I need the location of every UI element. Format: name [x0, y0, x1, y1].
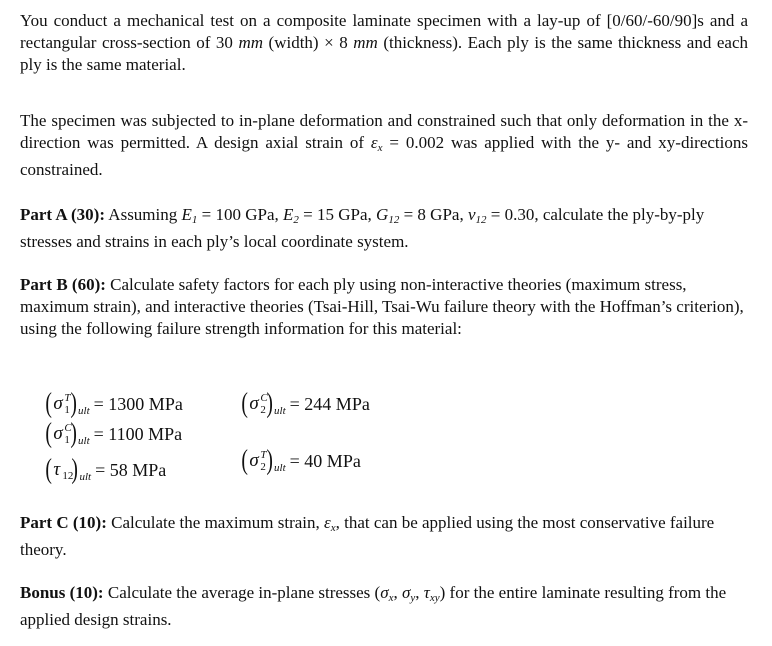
strength-symbol [53, 392, 71, 416]
strain-symbol: ε [324, 513, 331, 532]
e1-symbol: E [181, 205, 192, 224]
ult-subscript: ult [274, 462, 286, 474]
strength-subscript: 1 [64, 404, 70, 416]
strength-subscript: 12 [62, 470, 74, 482]
strength-symbol [53, 459, 74, 482]
intro-text-a: You conduct a mechanical test on a composite laminate specimen with a lay-up of [0/60/-60/90]s and a rectangular cross-section of 30 [20, 11, 748, 52]
strength-subscript: 2 [260, 461, 266, 473]
ult-subscript: ult [78, 405, 90, 417]
strength-subscript: 2 [260, 404, 266, 416]
strain-symbol: ε [370, 133, 378, 152]
e2-symbol: E [283, 205, 294, 224]
strength-symbol-char: σ [53, 423, 63, 444]
strength-tau12-shear [44, 456, 166, 484]
nu12-subscript: 12 [475, 214, 487, 226]
tau-xy-symbol: τ [423, 583, 430, 602]
g12-symbol: G [376, 205, 389, 224]
nu12-symbol: ν [467, 205, 476, 224]
part-a-text-e: = 0.30, calculate the ply-by-ply stresses and strains in each ply’s local coordinate system. [20, 205, 705, 251]
sigma-x-symbol: σ [380, 583, 389, 602]
deformation-text-b: = 0.002 was applied with the y- and xy-directions constrained. [20, 133, 748, 179]
paren-open: ( [45, 418, 52, 449]
g12-subscript: 12 [388, 214, 400, 226]
deformation-paragraph [20, 110, 748, 181]
strength-value: = 40 MPa [289, 450, 361, 471]
strength-value: = 1100 MPa [93, 423, 183, 444]
strength-symbol [53, 422, 72, 446]
part-a-paragraph [20, 204, 748, 253]
sigma-x-subscript: x [388, 592, 394, 604]
intro-text-b: (width) × 8 [263, 33, 354, 52]
part-a-text-d: = 8 GPa, [399, 205, 468, 224]
sigma-y-symbol: σ [402, 583, 411, 602]
ult-subscript: ult [79, 471, 92, 483]
intro-text-c: (thickness). Each ply is the same thickness and each ply is the same material. [20, 33, 748, 74]
part-a-text-a: Assuming [104, 205, 182, 224]
paren-close: ) [70, 388, 77, 419]
bonus-text-a: Calculate the average in-plane stresses ( [103, 583, 381, 602]
strength-symbol [249, 449, 267, 473]
strength-sigma1-compression [44, 420, 182, 448]
strength-sigma2-compression [240, 390, 370, 418]
intro-paragraph [20, 10, 748, 76]
paren-open: ( [241, 388, 248, 419]
part-c-label: Part C (10): [20, 513, 107, 532]
bonus-separator-2: , [415, 583, 424, 602]
bonus-paragraph [20, 582, 748, 631]
strength-subscript: 1 [64, 434, 70, 446]
bonus-text-b: ) for the entire laminate resulting from the applied design strains. [20, 583, 727, 629]
paren-open: ( [45, 388, 52, 419]
bonus-label: Bonus (10): [20, 583, 104, 602]
part-a-text-b: = 100 GPa, [197, 205, 284, 224]
strength-superscript: C [64, 422, 72, 434]
paren-close: ) [71, 454, 79, 485]
part-a-text-c: = 15 GPa, [298, 205, 377, 224]
strength-superscript: C [260, 392, 268, 404]
paren-close: ) [70, 418, 77, 449]
strength-value: = 1300 MPa [93, 393, 183, 414]
paren-open: ( [241, 445, 248, 476]
part-a-label: Part A (30): [20, 205, 105, 224]
ult-subscript: ult [78, 435, 90, 447]
part-b-label: Part B (60): [20, 275, 106, 294]
part-c-text-a: Calculate the maximum strain, [106, 513, 325, 532]
strength-sigma1-tension [44, 390, 183, 418]
strength-sigma2-tension [240, 447, 361, 475]
ult-subscript: ult [274, 405, 286, 417]
strength-superscript: T [64, 392, 71, 404]
paren-open: ( [45, 454, 52, 485]
part-b-text: Calculate safety factors for each ply using non-interactive theories (maximum stress, maximum strain), and interactive theories (Tsai-Hill, Tsai-Wu failure theory with the Hoffman’s criterion), using the following failure strength information for this material: [20, 275, 744, 338]
paren-close: ) [266, 445, 273, 476]
sigma-y-subscript: y [410, 592, 416, 604]
deformation-text-a: The specimen was subjected to in-plane deformation and constrained such that only deformation in the x-direction was permitted. A design axial strain of [20, 111, 748, 152]
e2-subscript: 2 [293, 214, 299, 226]
paren-close: ) [266, 388, 273, 419]
strength-value: = 58 MPa [95, 459, 167, 480]
strength-symbol [249, 392, 268, 416]
e1-subscript: 1 [191, 214, 198, 226]
strength-superscript: T [260, 449, 267, 461]
tau-xy-subscript: xy [429, 592, 440, 604]
part-c-text-b: , that can be applied using the most conservative failure theory. [20, 513, 715, 559]
strain-subscript: x [377, 142, 383, 154]
strength-symbol-char: τ [53, 459, 61, 480]
unit-mm-thickness: mm [353, 33, 378, 52]
strain-subscript: x [330, 522, 336, 534]
strength-symbol-char: σ [249, 393, 259, 414]
part-b-paragraph [20, 274, 748, 340]
part-c-paragraph [20, 512, 748, 561]
strength-table [44, 390, 544, 500]
strength-symbol-char: σ [249, 450, 259, 471]
strength-value: = 244 MPa [289, 393, 370, 414]
unit-mm-width: mm [238, 33, 264, 52]
bonus-separator-1: , [393, 583, 402, 602]
strength-symbol-char: σ [53, 393, 63, 414]
